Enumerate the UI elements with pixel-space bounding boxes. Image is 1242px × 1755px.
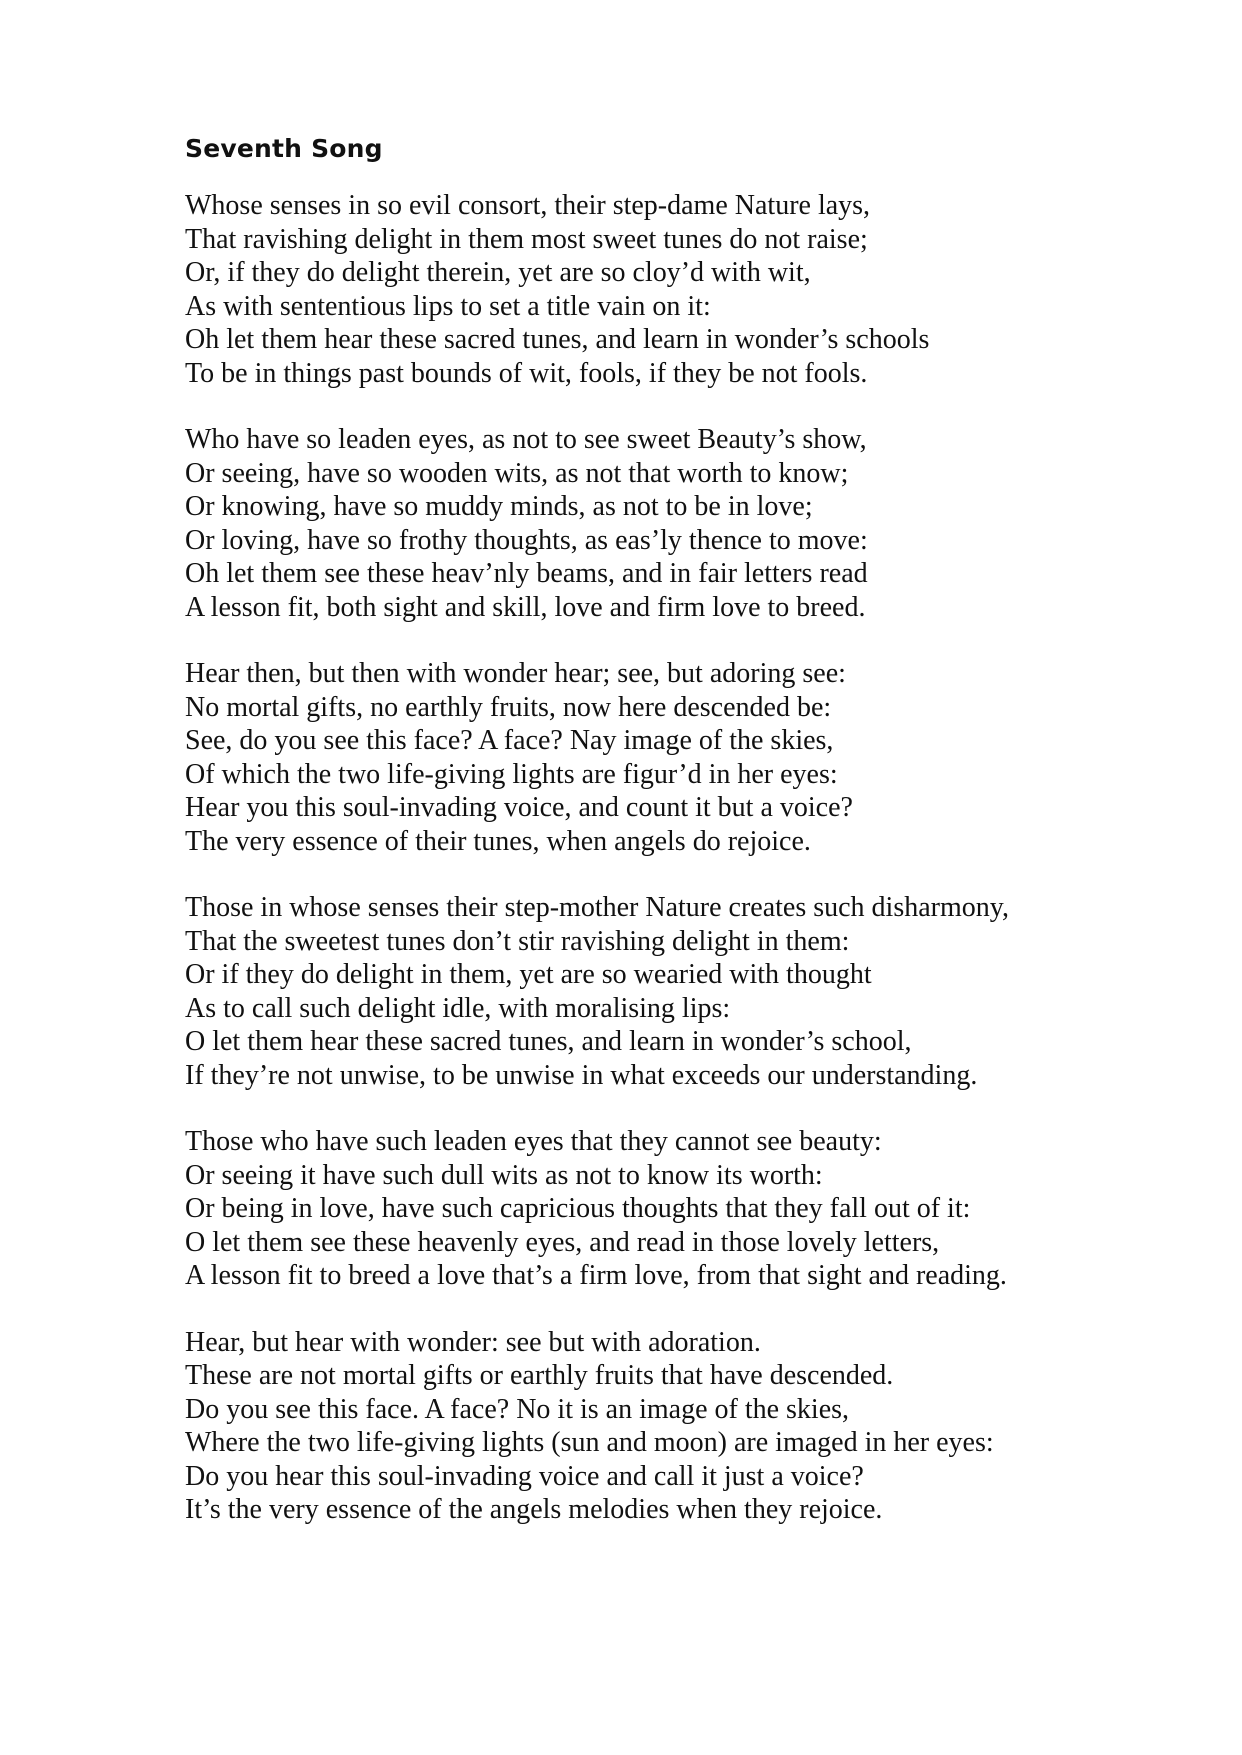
stanza <box>185 657 1195 858</box>
verse-line: Hear you this soul-invading voice, and count it but a voice? <box>185 792 853 823</box>
verse-line: Whose senses in so evil consort, their step-dame Nature lays, <box>185 190 871 221</box>
verse-line: Or loving, have so frothy thoughts, as eas’ly thence to move: <box>185 524 868 556</box>
verse-line: That ravishing delight in them most sweet tunes do not raise; <box>185 223 868 255</box>
verse-line: Or, if they do delight therein, yet are so cloy’d with wit, <box>185 257 811 288</box>
verse-line: That the sweetest tunes don’t stir ravishing delight in them: <box>185 925 850 957</box>
verse-line: Hear then, but then with wonder hear; see, but adoring see: <box>185 658 846 689</box>
verse-line: Hear, but hear with wonder: see but with adoration. <box>185 1326 761 1358</box>
verse-line: If they’re not unwise, to be unwise in what exceeds our understanding. <box>185 1059 978 1091</box>
verse-line: A lesson fit, both sight and skill, love and firm love to breed. <box>185 591 866 623</box>
verse-line: Of which the two life-giving lights are figur’d in her eyes: <box>185 758 838 790</box>
verse-line: O let them hear these sacred tunes, and learn in wonder’s school, <box>185 1026 912 1057</box>
verse-line: Do you hear this soul-invading voice and call it just a voice? <box>185 1460 864 1492</box>
verse-line: Those in whose senses their step-mother Nature creates such disharmony, <box>185 892 1009 923</box>
verse-line: These are not mortal gifts or earthly fruits that have descended. <box>185 1360 894 1391</box>
verse-line: Or knowing, have so muddy minds, as not to be in love; <box>185 491 813 522</box>
verse-line: Or seeing, have so wooden wits, as not that worth to know; <box>185 457 849 489</box>
verse-line: It’s the very essence of the angels melodies when they rejoice. <box>185 1494 883 1525</box>
verse-line: Oh let them hear these sacred tunes, and learn in wonder’s schools <box>185 324 930 355</box>
verse-line: See, do you see this face? A face? Nay image of the skies, <box>185 725 834 756</box>
verse-line: A lesson fit to breed a love that’s a firm love, from that sight and reading. <box>185 1260 1007 1291</box>
verse-line: As with sententious lips to set a title vain on it: <box>185 290 711 322</box>
verse-line: Those who have such leaden eyes that they cannot see beauty: <box>185 1126 882 1157</box>
verse-line: To be in things past bounds of wit, fools, if they be not fools. <box>185 357 868 389</box>
page-title: Seventh Song <box>185 134 383 163</box>
verse-line: O let them see these heavenly eyes, and read in those lovely letters, <box>185 1226 940 1258</box>
verse-line: Do you see this face. A face? No it is an image of the skies, <box>185 1393 850 1425</box>
verse-line: The very essence of their tunes, when angels do rejoice. <box>185 825 811 857</box>
stanza <box>185 1125 1195 1293</box>
verse-line: Or being in love, have such capricious thoughts that they fall out of it: <box>185 1193 971 1224</box>
document-page <box>185 132 1195 1560</box>
stanza <box>185 1326 1195 1527</box>
verse-line: No mortal gifts, no earthly fruits, now here descended be: <box>185 691 832 723</box>
verse-line: Or seeing it have such dull wits as not to know its worth: <box>185 1159 823 1191</box>
stanza <box>185 189 1195 390</box>
verse-line: Where the two life-giving lights (sun and moon) are imaged in her eyes: <box>185 1427 994 1458</box>
verse-line: Oh let them see these heav’nly beams, and in fair letters read <box>185 558 868 589</box>
verse-line: Who have so leaden eyes, as not to see sweet Beauty’s show, <box>185 424 867 455</box>
stanza <box>185 891 1195 1092</box>
verse-line: Or if they do delight in them, yet are so wearied with thought <box>185 959 872 990</box>
stanza <box>185 423 1195 624</box>
verse-line: As to call such delight idle, with moralising lips: <box>185 992 731 1024</box>
